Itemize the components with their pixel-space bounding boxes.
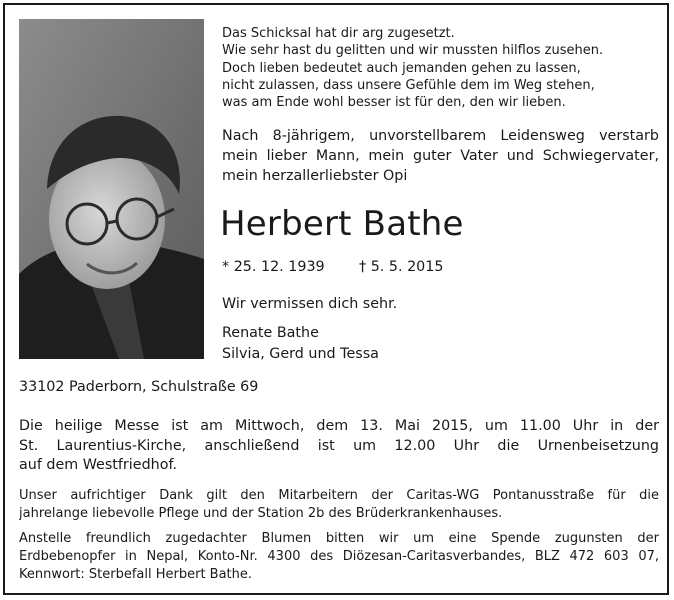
donation-line: Kennwort: Sterbefall Herbert Bathe. <box>19 567 253 582</box>
mass-line: St. Laurentius-Kirche, anschließend ist um 12.00 Uhr die Urnenbeisetzung <box>19 437 659 454</box>
mourner-line: Silvia, Gerd und Tessa <box>222 346 379 362</box>
donation-line: Erdbebenopfer in Nepal, Konto-Nr. 4300 des Diözesan-Caritasverbandes, BLZ 472 603 07, <box>19 549 659 564</box>
poem-line: Wie sehr hast du gelitten und wir mussten hilflos zusehen. <box>222 43 604 59</box>
thanks-line: Unser aufrichtiger Dank gilt den Mitarbeitern der Caritas-WG Pontanusstraße für die <box>19 488 659 503</box>
mass-line: Die heilige Messe ist am Mittwoch, dem 13. Mai 2015, um 11.00 Uhr in der <box>19 418 659 434</box>
announcement-line: Nach 8-jährigem, unvorstellbarem Leidensweg verstarb <box>222 128 659 144</box>
birth-date: * 25. 12. 1939 <box>222 259 325 275</box>
poem <box>222 25 652 111</box>
poem-line: nicht zulassen, dass unsere Gefühle dem im Weg stehen, <box>222 77 595 93</box>
poem-line: Das Schicksal hat dir arg zugesetzt. <box>222 26 455 41</box>
mourners <box>222 323 622 365</box>
obituary-notice <box>3 3 669 595</box>
family-address: 33102 Paderborn, Schulstraße 69 <box>19 379 259 395</box>
mass-line: auf dem Westfriedhof. <box>19 457 177 473</box>
thanks-note <box>19 487 659 523</box>
death-date: † 5. 5. 2015 <box>359 259 444 275</box>
announcement-line: mein herzallerliebster Opi <box>222 167 408 184</box>
life-dates <box>222 257 622 277</box>
deceased-name: Herbert Bathe <box>220 204 464 244</box>
portrait-photo <box>19 19 204 359</box>
mourner-line: Renate Bathe <box>222 325 319 341</box>
funeral-mass-info <box>19 417 659 476</box>
donation-line: Anstelle freundlich zugedachter Blumen bitten wir um eine Spende zugunsten der <box>19 531 659 546</box>
farewell-text: Wir vermissen dich sehr. <box>222 296 398 312</box>
poem-line: Doch lieben bedeutet auch jemanden gehen zu lassen, <box>222 60 581 76</box>
poem-line: was am Ende wohl besser ist für den, den wir lieben. <box>222 95 566 111</box>
announcement-line: mein lieber Mann, mein guter Vater und Schwiegervater, <box>222 147 659 164</box>
death-announcement <box>222 127 659 186</box>
thanks-line: jahrelange liebevolle Pflege und der Station 2b des Brüderkrankenhauses. <box>19 506 503 521</box>
donation-request <box>19 530 659 584</box>
